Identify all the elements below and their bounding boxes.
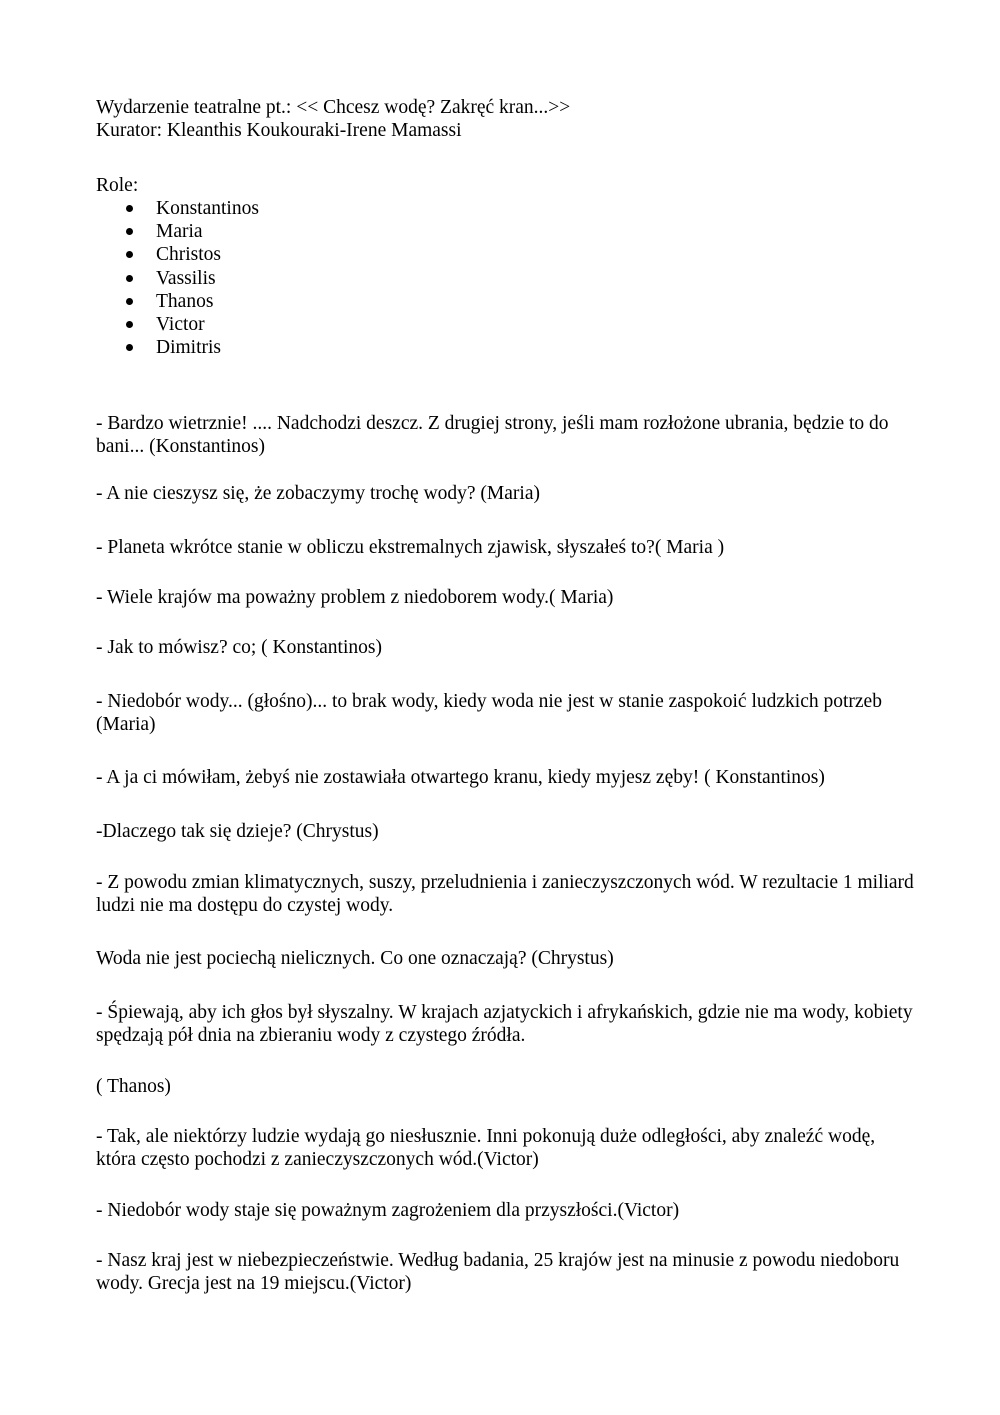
role-name: Vassilis bbox=[156, 267, 216, 289]
role-name: Thanos bbox=[156, 290, 214, 312]
role-item bbox=[0, 313, 259, 336]
dialogue-line: - Nasz kraj jest w niebezpieczeństwie. Według badania, 25 krajów jest na minusie z powodu niedoboru wody. Grecja jest na 19 miejscu.(Victor) bbox=[96, 1250, 900, 1294]
bullet-icon bbox=[126, 321, 133, 328]
bullet-icon bbox=[126, 205, 133, 212]
dialogue-line: -Dlaczego tak się dzieje? (Chrystus) bbox=[96, 821, 379, 842]
event-title bbox=[96, 96, 916, 142]
bullet-icon bbox=[126, 275, 133, 282]
curator-text: Kurator: Kleanthis Koukouraki-Irene Mamassi bbox=[96, 120, 462, 141]
roles-heading: Role: bbox=[96, 175, 139, 196]
role-name: Christos bbox=[156, 244, 222, 266]
dialogue-line: - Niedobór wody... (głośno)... to brak wody, kiedy woda nie jest w stanie zaspokoić ludzkich potrzeb (Maria) bbox=[96, 691, 882, 735]
dialogue-line: - Jak to mówisz? co; ( Konstantinos) bbox=[96, 637, 382, 658]
role-item bbox=[0, 336, 259, 359]
role-item bbox=[0, 267, 259, 290]
bullet-icon bbox=[126, 251, 133, 258]
dialogue-line: - Wiele krajów ma poważny problem z niedoborem wody.( Maria) bbox=[96, 587, 614, 608]
bullet-icon bbox=[126, 228, 133, 235]
role-item bbox=[0, 243, 259, 266]
event-title-text: Wydarzenie teatralne pt.: << Chcesz wodę? Zakręć kran...>> bbox=[96, 97, 571, 118]
role-item bbox=[0, 290, 259, 313]
bullet-icon bbox=[126, 344, 133, 351]
bullet-icon bbox=[126, 298, 133, 305]
role-name: Dimitris bbox=[156, 337, 222, 359]
dialogue-line: - A ja ci mówiłam, żebyś nie zostawiała otwartego kranu, kiedy myjesz zęby! ( Konstantinos) bbox=[96, 767, 825, 788]
roles-list bbox=[0, 197, 259, 359]
dialogue-line: - Śpiewają, aby ich głos był słyszalny. W krajach azjatyckich i afrykańskich, gdzie nie ma wody, kobiety spędzają pół dnia na zbieraniu wody z czystego źródła. bbox=[96, 1002, 913, 1046]
role-item bbox=[0, 220, 259, 243]
role-item bbox=[0, 197, 259, 220]
role-name: Konstantinos bbox=[156, 198, 259, 219]
role-name: Maria bbox=[156, 221, 203, 243]
dialogue-line: - Tak, ale niektórzy ludzie wydają go niesłusznie. Inni pokonują duże odległości, aby znaleźć wodę, która często pochodzi z zanieczyszczonych wód.(Victor) bbox=[96, 1126, 876, 1170]
role-name: Victor bbox=[156, 313, 205, 335]
dialogue-line: - Bardzo wietrznie! .... Nadchodzi deszcz. Z drugiej strony, jeśli mam rozłożone ubrania, będzie to do bani... (Konstantinos) bbox=[96, 413, 889, 457]
dialogue-line: ( Thanos) bbox=[96, 1076, 171, 1097]
dialogue-line: Woda nie jest pociechą nielicznych. Co one oznaczają? (Chrystus) bbox=[96, 948, 614, 969]
dialogue-line: - Niedobór wody staje się poważnym zagrożeniem dla przyszłości.(Victor) bbox=[96, 1200, 680, 1221]
dialogue-line: - Planeta wkrótce stanie w obliczu ekstremalnych zjawisk, słyszałeś to?( Maria ) bbox=[96, 537, 725, 558]
dialogue-line: - A nie cieszysz się, że zobaczymy trochę wody? (Maria) bbox=[96, 483, 540, 504]
dialogue-line: - Z powodu zmian klimatycznych, suszy, przeludnienia i zanieczyszczonych wód. W rezultacie 1 miliard ludzi nie ma dostępu do czystej wody. bbox=[96, 872, 914, 916]
